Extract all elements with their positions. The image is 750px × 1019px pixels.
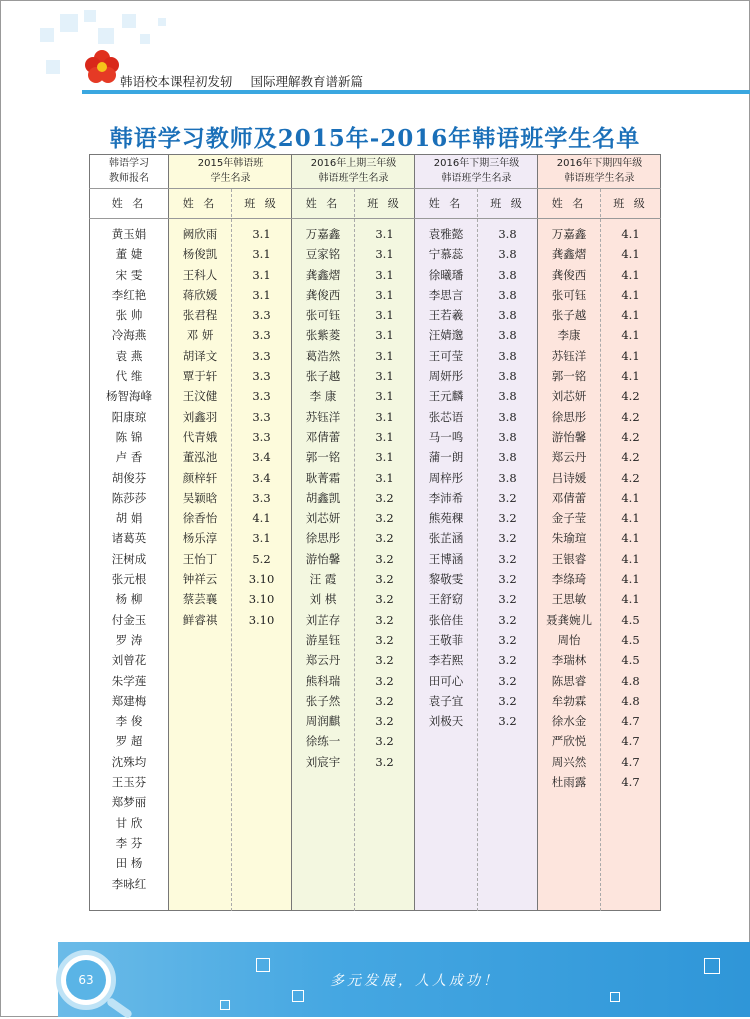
- student-class: 4.1: [621, 490, 640, 505]
- student-name: 熊科瑞: [305, 673, 341, 688]
- student-class: 3.1: [375, 389, 394, 404]
- student-name: 李 康: [309, 389, 337, 404]
- student-class: 3.1: [252, 531, 271, 546]
- student-name: 陈思睿: [551, 673, 587, 688]
- student-name: 刘宸宇: [305, 754, 341, 769]
- student-class: 3.1: [252, 247, 271, 262]
- student-name: 鲜睿祺: [182, 612, 218, 627]
- student-name: 张子然: [305, 693, 341, 708]
- student-name: 郭一铭: [551, 369, 587, 384]
- student-class: 3.1: [375, 247, 394, 262]
- student-class: 3.2: [498, 673, 517, 688]
- student-name: 邓 妍: [186, 328, 214, 343]
- group2-header-line1: 2016年上期三年级: [310, 158, 397, 169]
- teacher-name: 朱学莲: [111, 673, 147, 688]
- student-class: 4.2: [621, 409, 640, 424]
- student-name: 龚俊西: [305, 287, 341, 302]
- group1-class-label: 班 级: [244, 197, 279, 210]
- student-name: 游怡馨: [551, 429, 587, 444]
- student-class: 3.2: [375, 693, 394, 708]
- student-class: 3.8: [498, 389, 517, 404]
- student-name: 杨乐淳: [182, 531, 218, 546]
- student-name: 龚俊西: [551, 267, 587, 282]
- student-name: 李沛希: [428, 490, 464, 505]
- student-name: 朱瑜瑄: [551, 531, 587, 546]
- student-name: 苏钰洋: [305, 409, 341, 424]
- student-name: 郭一铭: [305, 450, 341, 465]
- student-class: 3.8: [498, 348, 517, 363]
- student-class: 3.2: [498, 653, 517, 668]
- student-class: 4.1: [621, 328, 640, 343]
- group3-header-line2: 韩语班学生名录: [441, 173, 512, 184]
- teacher-name: 董 婕: [115, 247, 143, 262]
- teacher-name: 李 俊: [115, 714, 143, 729]
- group2-class-list: [354, 224, 415, 772]
- student-name: 周怡: [557, 632, 581, 647]
- group1-header-line2: 学生名录: [210, 173, 251, 184]
- student-name: 周润麒: [305, 714, 341, 729]
- student-name: 代青娥: [182, 429, 218, 444]
- student-name: 张可钰: [551, 287, 587, 302]
- teacher-name: 陈莎莎: [111, 490, 147, 505]
- student-name: 周妍彤: [428, 369, 464, 384]
- student-name: 胡鑫凯: [305, 490, 341, 505]
- group1-header-line1: 2015年韩语班: [197, 158, 264, 169]
- student-class: 4.5: [621, 653, 640, 668]
- teacher-name: 张元根: [111, 572, 147, 587]
- group3-name-list: [415, 224, 477, 731]
- group3-header-line1: 2016年下期三年级: [433, 158, 520, 169]
- teacher-name: 黄玉娟: [111, 227, 147, 241]
- student-name: 张紫菱: [305, 328, 341, 343]
- group3-class-label: 班 级: [490, 197, 525, 210]
- book-title: 韩语校本课程初发轫: [120, 74, 233, 89]
- student-name: 牟勃霖: [551, 693, 587, 708]
- student-class: 3.8: [498, 409, 517, 424]
- teacher-name: 宋 雯: [115, 267, 143, 282]
- student-class: 3.2: [375, 490, 394, 505]
- student-name: 万嘉鑫: [305, 227, 341, 241]
- student-name: 耿菁霜: [305, 470, 341, 485]
- student-class: 3.2: [375, 572, 394, 587]
- teacher-name: 李咏红: [111, 876, 147, 891]
- decor-square: [84, 10, 96, 22]
- student-class: 3.8: [498, 470, 517, 485]
- student-class: 3.8: [498, 227, 517, 241]
- student-class: 3.10: [248, 592, 275, 607]
- student-class: 3.2: [498, 592, 517, 607]
- student-class: 3.2: [498, 531, 517, 546]
- student-name: 吴颖晗: [182, 490, 218, 505]
- student-class: 3.1: [375, 328, 394, 343]
- student-class: 4.7: [621, 775, 640, 790]
- group3-name-label: 姓 名: [428, 197, 464, 210]
- student-name: 苏钰洋: [551, 348, 587, 363]
- group4-class-list: [600, 224, 661, 792]
- student-class: 3.2: [498, 632, 517, 647]
- student-name: 吕诗媛: [551, 470, 587, 485]
- student-class: 3.8: [498, 267, 517, 282]
- decor-square: [46, 60, 60, 74]
- group2-class-label: 班 级: [367, 197, 402, 210]
- student-name: 袁雅懿: [428, 227, 464, 241]
- student-name: 李思言: [428, 287, 464, 302]
- student-class: 5.2: [252, 551, 271, 566]
- teacher-name: 甘 欣: [115, 815, 143, 830]
- student-name: 严欣悦: [551, 734, 587, 749]
- student-class: 3.2: [375, 653, 394, 668]
- student-class: 3.2: [498, 490, 517, 505]
- student-name: 袁子宜: [428, 693, 464, 708]
- group2-header: [292, 156, 415, 186]
- student-class: 4.1: [621, 592, 640, 607]
- decor-square: [292, 990, 304, 1002]
- decor-square: [122, 14, 136, 28]
- student-class: 3.2: [498, 511, 517, 526]
- student-class: 4.2: [621, 470, 640, 485]
- student-name: 汪婧邈: [428, 328, 464, 343]
- student-name: 刘芯妍: [551, 389, 587, 404]
- decor-square: [610, 992, 620, 1002]
- student-name: 徐思彤: [551, 409, 587, 424]
- student-name: 张子越: [551, 308, 587, 323]
- student-name: 王博涵: [428, 551, 464, 566]
- student-class: 3.3: [252, 308, 271, 323]
- student-class: 3.8: [498, 369, 517, 384]
- decor-square: [158, 18, 166, 26]
- student-class: 3.2: [498, 551, 517, 566]
- student-class: 3.8: [498, 308, 517, 323]
- student-name: 汪 霞: [309, 572, 337, 587]
- student-name: 张芯语: [428, 409, 464, 424]
- student-name: 周梓彤: [428, 470, 464, 485]
- student-class: 3.4: [252, 450, 271, 465]
- student-name: 金子莹: [551, 511, 587, 526]
- student-class: 3.10: [248, 572, 275, 587]
- teacher-name: 刘曾花: [111, 653, 147, 668]
- decor-square: [220, 1000, 230, 1010]
- group2-header-line2: 韩语班学生名录: [318, 173, 389, 184]
- student-name: 王可莹: [428, 348, 464, 363]
- student-name: 张芷涵: [428, 531, 464, 546]
- student-name: 李康: [557, 328, 581, 343]
- student-name: 王汶健: [182, 389, 218, 404]
- student-name: 张君程: [182, 308, 218, 323]
- student-class: 4.1: [621, 369, 640, 384]
- teacher-name: 田 杨: [115, 856, 143, 871]
- student-class: 3.1: [375, 429, 394, 444]
- running-header: [120, 72, 377, 90]
- teacher-name: 阳康琼: [111, 409, 147, 424]
- student-name: 邓倩蕾: [551, 490, 587, 505]
- student-name: 郑云丹: [305, 653, 341, 668]
- group4-header: [538, 156, 661, 186]
- student-class: 3.8: [498, 450, 517, 465]
- student-class: 3.2: [375, 734, 394, 749]
- teacher-name: 胡俊芬: [111, 470, 147, 485]
- student-class: 3.3: [252, 490, 271, 505]
- student-name: 邓倩蕾: [305, 429, 341, 444]
- teacher-name: 罗 超: [115, 734, 143, 749]
- student-name: 龚鑫熠: [305, 267, 341, 282]
- student-name: 周兴然: [551, 754, 587, 769]
- student-class: 4.1: [621, 247, 640, 262]
- student-class: 3.2: [375, 531, 394, 546]
- student-class: 3.1: [375, 450, 394, 465]
- student-name: 李若熙: [428, 653, 464, 668]
- student-name: 刘芷存: [305, 612, 341, 627]
- student-class: 3.1: [375, 287, 394, 302]
- student-name: 钟祥云: [182, 572, 218, 587]
- teacher-name: 郑梦丽: [111, 795, 147, 810]
- student-name: 王怡丁: [182, 551, 218, 566]
- group1-class-list: [231, 224, 292, 630]
- student-name: 王思敏: [551, 592, 587, 607]
- teacher-name: 张 帅: [115, 308, 143, 323]
- student-class: 3.2: [498, 612, 517, 627]
- student-name: 刘 棋: [309, 592, 337, 607]
- student-name: 马一鸣: [428, 429, 464, 444]
- student-name: 阙欣雨: [182, 227, 218, 241]
- student-class: 3.8: [498, 287, 517, 302]
- student-class: 4.1: [621, 308, 640, 323]
- teacher-header-line2: 教师报名: [109, 173, 149, 184]
- student-class: 3.1: [375, 348, 394, 363]
- flower-logo-icon: [82, 46, 122, 86]
- student-class: 3.3: [252, 409, 271, 424]
- teacher-name: 汪树成: [111, 551, 147, 566]
- student-class: 3.1: [252, 287, 271, 302]
- student-name: 徐练一: [305, 734, 341, 749]
- student-name: 徐思彤: [305, 531, 341, 546]
- student-name: 豆家铭: [305, 247, 341, 262]
- group1-name-list: [169, 224, 231, 630]
- group1-name-label: 姓 名: [182, 197, 218, 210]
- group4-header-line2: 韩语班学生名录: [564, 173, 635, 184]
- student-name: 王元麟: [428, 389, 464, 404]
- student-class: 3.1: [375, 470, 394, 485]
- student-name: 宁慕蕊: [428, 247, 464, 262]
- footer-slogan: 多元发展，人人成功！: [330, 973, 500, 989]
- student-class: 3.2: [375, 511, 394, 526]
- decor-square: [60, 14, 78, 32]
- teacher-name: 诸葛英: [111, 531, 147, 546]
- student-name: 胡译文: [182, 348, 218, 363]
- student-name: 颜梓轩: [182, 470, 218, 485]
- decor-square: [256, 958, 270, 972]
- teacher-list: [89, 224, 169, 894]
- group4-name-list: [538, 224, 600, 792]
- student-class: 3.2: [498, 693, 517, 708]
- student-class: 3.8: [498, 247, 517, 262]
- student-class: 3.1: [252, 227, 271, 241]
- student-name: 王科人: [182, 267, 218, 282]
- student-class: 3.1: [375, 409, 394, 424]
- student-name: 游星钰: [305, 632, 341, 647]
- student-class: 3.3: [252, 429, 271, 444]
- table-top-border: [89, 154, 661, 155]
- group4-class-label: 班 级: [613, 197, 648, 210]
- student-class: 4.8: [621, 693, 640, 708]
- student-name: 葛浩然: [305, 348, 341, 363]
- table-bottom-border: [89, 910, 661, 911]
- student-name: 蒋欣媛: [182, 287, 218, 302]
- decor-square: [40, 28, 54, 42]
- student-class: 3.2: [498, 714, 517, 729]
- teacher-name: 王玉芬: [111, 775, 147, 790]
- teacher-name: 郑建梅: [111, 693, 147, 708]
- student-name: 张倍佳: [428, 612, 464, 627]
- student-class: 3.1: [375, 227, 394, 241]
- student-class: 4.2: [621, 389, 640, 404]
- student-class: 4.1: [621, 531, 640, 546]
- student-class: 4.7: [621, 734, 640, 749]
- student-class: 3.2: [498, 572, 517, 587]
- student-class: 4.1: [621, 348, 640, 363]
- student-name: 杨俊凯: [182, 247, 218, 262]
- student-name: 蔡芸襄: [182, 592, 218, 607]
- student-class: 4.1: [621, 551, 640, 566]
- group2-name-label: 姓 名: [305, 197, 341, 210]
- student-name: 王舒窈: [428, 592, 464, 607]
- student-class: 3.8: [498, 328, 517, 343]
- student-name: 蒲一朗: [428, 450, 464, 465]
- student-name: 龚鑫熠: [551, 247, 587, 262]
- student-class: 3.3: [252, 389, 271, 404]
- student-class: 3.8: [498, 429, 517, 444]
- student-class: 3.3: [252, 328, 271, 343]
- student-class: 3.2: [375, 632, 394, 647]
- student-class: 3.10: [248, 612, 275, 627]
- student-class: 4.5: [621, 612, 640, 627]
- teacher-name: 李 芬: [115, 835, 143, 850]
- group1-header: [169, 156, 292, 186]
- teacher-name: 冷海燕: [111, 328, 147, 343]
- student-name: 王敬菲: [428, 632, 464, 647]
- student-class: 3.2: [375, 592, 394, 607]
- student-name: 李绦琦: [551, 572, 587, 587]
- teacher-name: 代 维: [115, 369, 143, 384]
- student-name: 杜雨露: [551, 775, 587, 790]
- student-class: 3.1: [375, 369, 394, 384]
- decor-square: [704, 958, 720, 974]
- teacher-name: 胡 娟: [115, 511, 143, 526]
- header-rule: [82, 90, 750, 94]
- student-name: 万嘉鑫: [551, 227, 587, 241]
- page-number: 63: [66, 960, 106, 1000]
- student-class: 3.2: [375, 673, 394, 688]
- student-name: 田可心: [428, 673, 464, 688]
- student-name: 徐香怡: [182, 511, 218, 526]
- student-class: 3.3: [252, 348, 271, 363]
- teacher-name: 付金玉: [111, 612, 147, 627]
- student-name: 徐水金: [551, 714, 587, 729]
- student-name: 王若羲: [428, 308, 464, 323]
- teacher-name: 沈殊均: [111, 754, 147, 769]
- student-name: 张子越: [305, 369, 341, 384]
- student-name: 董泓池: [182, 450, 218, 465]
- teacher-name: 罗 涛: [115, 632, 143, 647]
- teacher-name-label: 姓 名: [111, 197, 147, 210]
- student-class: 3.1: [252, 267, 271, 282]
- subheader-divider: [89, 218, 661, 219]
- student-name: 游怡馨: [305, 551, 341, 566]
- student-name: 刘芯妍: [305, 511, 341, 526]
- student-class: 3.1: [375, 308, 394, 323]
- header-divider: [89, 188, 661, 189]
- student-class: 4.5: [621, 632, 640, 647]
- group2-name-list: [292, 224, 354, 772]
- student-class: 3.2: [375, 551, 394, 566]
- student-name: 郑云丹: [551, 450, 587, 465]
- decor-square: [98, 28, 114, 44]
- student-class: 3.1: [375, 267, 394, 282]
- student-class: 4.2: [621, 450, 640, 465]
- student-class: 3.2: [375, 612, 394, 627]
- teacher-name: 陈 锦: [115, 429, 143, 444]
- teacher-name: 袁 燕: [115, 348, 143, 363]
- student-class: 3.2: [375, 714, 394, 729]
- student-name: 李瑞林: [551, 653, 587, 668]
- teacher-name: 杨 柳: [115, 592, 143, 607]
- teacher-name: 李红艳: [111, 287, 147, 302]
- student-name: 聂龚婉儿: [546, 612, 592, 627]
- teacher-header: [89, 156, 169, 186]
- student-class: 3.2: [375, 754, 394, 769]
- student-class: 4.1: [252, 511, 271, 526]
- student-name: 覃于轩: [182, 369, 218, 384]
- student-class: 4.2: [621, 429, 640, 444]
- page-title: 韩语学习教师及2015年-2016年韩语班学生名单: [109, 125, 641, 152]
- decor-square: [140, 34, 150, 44]
- group3-header: [415, 156, 538, 186]
- student-name: 王银睿: [551, 551, 587, 566]
- student-class: 3.4: [252, 470, 271, 485]
- teacher-name: 杨智海峰: [106, 389, 152, 404]
- student-name: 刘极天: [428, 714, 464, 729]
- student-name: 徐曦璠: [428, 267, 464, 282]
- teacher-name: 卢 香: [115, 450, 143, 465]
- student-name: 刘鑫羽: [182, 409, 218, 424]
- student-class: 4.7: [621, 754, 640, 769]
- teacher-header-line1: 韩语学习: [109, 158, 149, 169]
- student-class: 4.8: [621, 673, 640, 688]
- group3-class-list: [477, 224, 538, 731]
- student-class: 4.1: [621, 287, 640, 302]
- student-class: 4.1: [621, 227, 640, 241]
- group4-name-label: 姓 名: [551, 197, 587, 210]
- student-name: 黎敬雯: [428, 572, 464, 587]
- student-name: 张可钰: [305, 308, 341, 323]
- student-name: 熊苑稞: [428, 511, 464, 526]
- chapter-title: 国际理解教育谱新篇: [250, 74, 364, 89]
- student-class: 3.3: [252, 369, 271, 384]
- student-class: 4.1: [621, 267, 640, 282]
- student-class: 4.1: [621, 511, 640, 526]
- group4-header-line1: 2016年下期四年级: [556, 158, 643, 169]
- student-class: 4.7: [621, 714, 640, 729]
- student-class: 4.1: [621, 572, 640, 587]
